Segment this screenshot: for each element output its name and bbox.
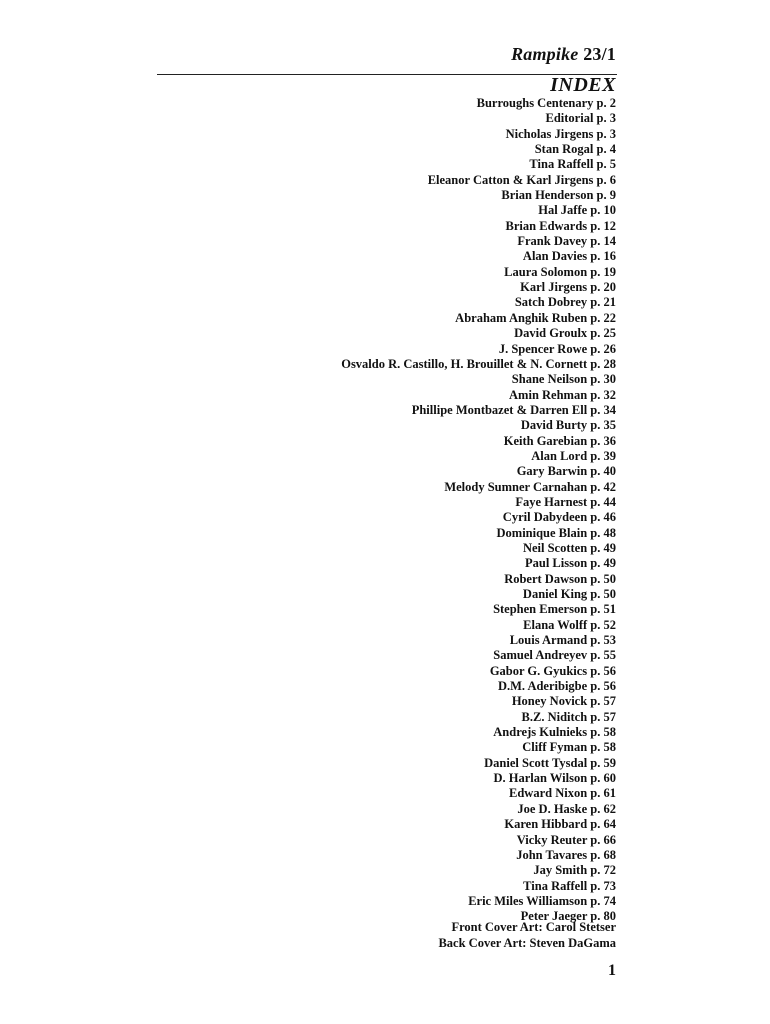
index-entry: Robert Dawson p. 50 [504, 571, 616, 586]
index-entry: J. Spencer Rowe p. 26 [498, 341, 616, 356]
index-entry: Karen Hibbard p. 64 [504, 817, 616, 832]
index-entry: Amin Rehman p. 32 [509, 387, 616, 402]
index-entry: Melody Sumner Carnahan p. 42 [444, 479, 616, 494]
magazine-title: Rampike [511, 44, 579, 64]
index-entry: Hal Jaffe p. 10 [538, 203, 616, 218]
index-entry: Alan Lord p. 39 [531, 448, 616, 463]
issue-number: 23/1 [583, 44, 616, 64]
index-entry: Keith Garebian p. 36 [503, 433, 616, 448]
index-entry: Neil Scotten p. 49 [522, 540, 616, 555]
index-entry: Cyril Dabydeen p. 46 [502, 510, 616, 525]
index-entry: Gabor G. Gyukics p. 56 [489, 663, 616, 678]
index-entry: Laura Solomon p. 19 [504, 264, 616, 279]
page-number: 1 [608, 962, 616, 979]
index-entry: Samuel Andreyev p. 55 [493, 648, 616, 663]
index-heading: INDEX [550, 74, 616, 96]
index-entry: Tina Raffell p. 73 [523, 878, 616, 893]
index-entry: Brian Edwards p. 12 [505, 218, 616, 233]
back-cover-credit: Back Cover Art: Steven DaGama [438, 935, 616, 950]
index-entry: Nicholas Jirgens p. 3 [505, 126, 616, 141]
index-entry: Gary Barwin p. 40 [516, 464, 616, 479]
index-list [156, 96, 616, 925]
index-entry: Faye Harnest p. 44 [515, 494, 616, 509]
index-entry: Honey Novick p. 57 [511, 694, 616, 709]
index-entry: Vicky Reuter p. 66 [516, 832, 616, 847]
index-entry: Daniel Scott Tysdal p. 59 [484, 755, 616, 770]
cover-credits [438, 920, 616, 951]
running-header [511, 44, 616, 65]
index-entry: Satch Dobrey p. 21 [514, 295, 616, 310]
index-entry: David Groulx p. 25 [514, 326, 616, 341]
index-entry: John Tavares p. 68 [516, 847, 616, 862]
index-entry: Abraham Anghik Ruben p. 22 [455, 310, 616, 325]
index-entry: Burroughs Centenary p. 2 [476, 96, 616, 110]
index-entry: Jay Smith p. 72 [533, 863, 616, 878]
index-entry: Eleanor Catton & Karl Jirgens p. 6 [427, 172, 616, 187]
index-entry: Osvaldo R. Castillo, H. Brouillet & N. Cornett p. 28 [341, 356, 616, 371]
index-entry: Cliff Fyman p. 58 [522, 740, 616, 755]
index-entry: Paul Lisson p. 49 [524, 556, 616, 571]
index-entry: Elana Wolff p. 52 [523, 617, 616, 632]
index-entry: Peter Jaeger p. 80 [520, 909, 616, 924]
index-entry: Daniel King p. 50 [522, 587, 616, 601]
index-entry: Edward Nixon p. 61 [509, 786, 616, 801]
index-entry: Dominique Blain p. 48 [496, 525, 616, 540]
index-entry: Editorial p. 3 [545, 111, 616, 126]
index-entry: Andrejs Kulnieks p. 58 [493, 725, 616, 740]
index-entry: Frank Davey p. 14 [517, 234, 616, 249]
index-entry: Phillipe Montbazet & Darren Ell p. 34 [411, 402, 616, 417]
index-entry: Louis Armand p. 53 [509, 633, 616, 648]
index-entry: B.Z. Niditch p. 57 [521, 709, 616, 724]
index-entry: Brian Henderson p. 9 [501, 188, 616, 203]
index-entry: Tina Raffell p. 5 [529, 157, 616, 172]
index-entry: Stan Rogal p. 4 [534, 142, 616, 157]
front-cover-credit: Front Cover Art: Carol Stetser [451, 920, 616, 934]
index-entry: D.M. Aderibigbe p. 56 [497, 679, 616, 694]
index-entry: Stephen Emerson p. 51 [493, 602, 616, 617]
index-entry: D. Harlan Wilson p. 60 [493, 771, 616, 786]
index-entry: David Burty p. 35 [520, 418, 616, 433]
index-entry: Joe D. Haske p. 62 [517, 801, 616, 816]
header-rule [157, 74, 617, 75]
index-entry: Shane Neilson p. 30 [511, 372, 616, 387]
index-entry: Eric Miles Williamson p. 74 [468, 893, 616, 908]
index-entry: Alan Davies p. 16 [522, 249, 616, 264]
index-entry: Karl Jirgens p. 20 [520, 280, 616, 295]
